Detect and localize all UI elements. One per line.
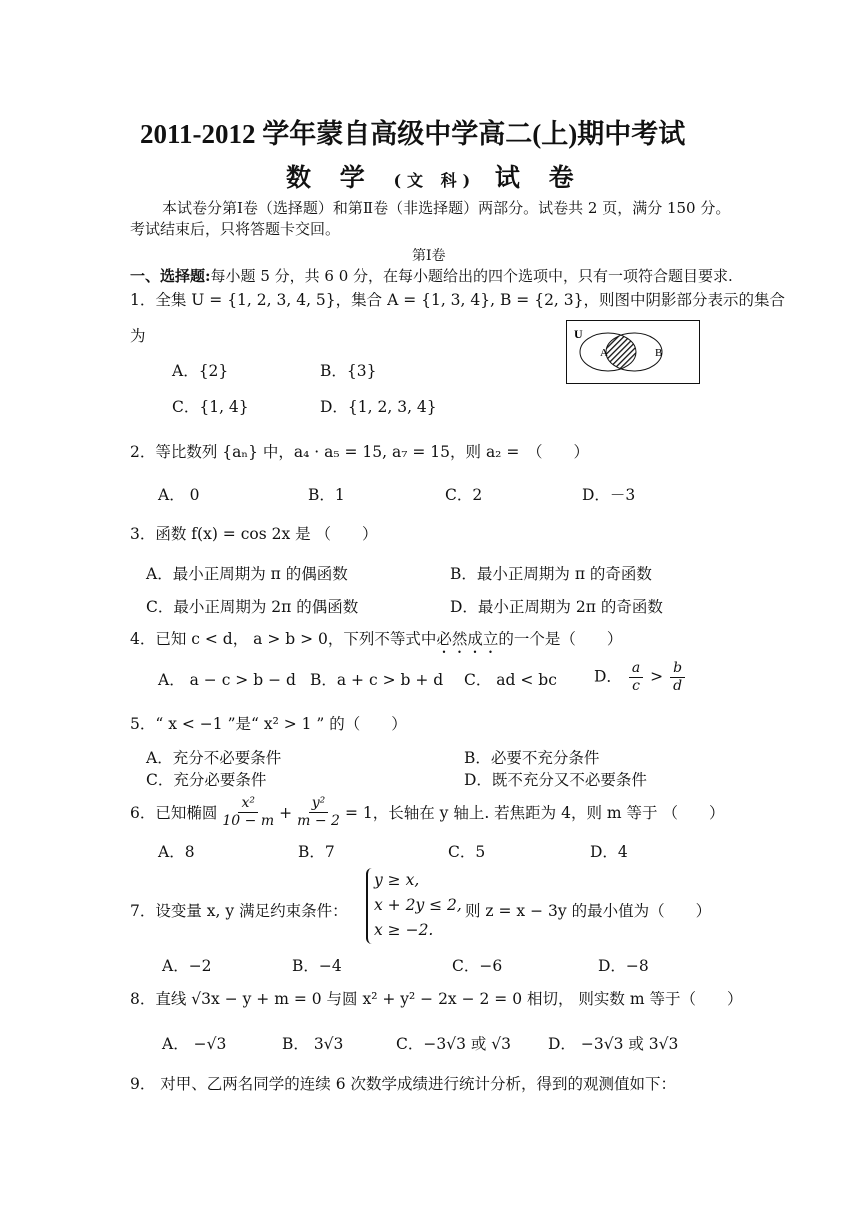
q4-stem-part-b: 的一个是（ ） (498, 630, 623, 648)
q6-fraction-2-den: m − 2 (297, 813, 340, 829)
q7-constraint-3: x ≥ −2. (374, 921, 434, 939)
q6-fraction-1 (219, 795, 277, 830)
q3-option-b: B．最小正周期为 π 的奇函数 (450, 565, 652, 583)
q7-stem-b: 则 z = x − 3y 的最小值为（ ） (465, 902, 712, 920)
q6-option-d: D．4 (590, 843, 628, 861)
q6-fraction-1-den: 10 − m (222, 813, 275, 829)
q1-stem-cont: 为 (130, 327, 146, 345)
q8-option-c: C．−3√3 或 √3 (396, 1035, 512, 1053)
q8-option-d: D． −3√3 或 3√3 (548, 1035, 679, 1053)
intro-line-1: 本试卷分第Ⅰ卷（选择题）和第Ⅱ卷（非选择题）两部分。试卷共 2 页，满分 150 分。 (162, 199, 731, 217)
q6-stem (130, 795, 724, 830)
q5-option-b: B．必要不充分条件 (464, 749, 600, 767)
q4-fraction-1-num: a (629, 660, 643, 678)
section-desc: 每小题 5 分，共 6 0 分，在每小题给出的四个选项中，只有一项符合题目要求. (210, 267, 733, 285)
q3-option-d: D．最小正周期为 2π 的奇函数 (450, 598, 663, 616)
q2-option-a: A． 0 (158, 486, 200, 504)
q3-option-c: C．最小正周期为 2π 的偶函数 (146, 598, 359, 616)
exam-title: 2011-2012 学年蒙自高级中学高二(上)期中考试 (140, 119, 686, 149)
venn-label-a: A (600, 347, 608, 359)
q2-option-d: D．－3 (582, 486, 636, 504)
part-heading: 第Ⅰ卷 (412, 248, 446, 264)
q4-option-d-gt: > (650, 667, 664, 686)
q1-option-d: D．{1, 2, 3, 4} (320, 398, 437, 416)
q1-option-a: A．{2} (172, 362, 229, 380)
q6-option-b: B．7 (298, 843, 335, 861)
q7-option-b: B．−4 (292, 957, 342, 975)
q7-constraint-1: y ≥ x, (374, 871, 420, 889)
q1-stem: 1．全集 U = {1, 2, 3, 4, 5}，集合 A = {1, 3, 4}, B = {2, 3}，则图中阴影部分表示的集合 (130, 291, 786, 309)
q7-constraints (374, 868, 462, 943)
q6-option-a: A．8 (158, 843, 195, 861)
q4-option-c: C． ad < bc (464, 671, 557, 689)
q6-fraction-1-num: x² (238, 795, 258, 813)
q8-stem: 8．直线 √3x − y + m = 0 与圆 x² + y² − 2x − 2 = 0 相切， 则实数 m 等于（ ） (130, 990, 743, 1008)
subtitle-subject: 数 学 (286, 163, 375, 192)
q1-option-b: B．{3} (320, 362, 377, 380)
q3-option-a: A．最小正周期为 π 的偶函数 (146, 565, 348, 583)
q2-option-c: C．2 (445, 486, 483, 504)
q4-stem (130, 628, 622, 657)
q6-fraction-2 (294, 795, 343, 830)
q6-stem-part-a: 6．已知椭圆 (130, 803, 218, 822)
q6-fraction-2-num: y² (309, 795, 329, 813)
subtitle-paper: 试 卷 (494, 163, 584, 192)
q5-option-d: D．既不充分又不必要条件 (464, 771, 647, 789)
q4-stem-part-a: 4．已知 c < d， a > b > 0，下列不等式中 (130, 630, 437, 648)
section-heading (130, 266, 733, 286)
q7-stem-a: 7．设变量 x, y 满足约束条件： (130, 902, 348, 920)
q5-option-c: C．充分必要条件 (146, 771, 267, 789)
subtitle-track: (文 科) (393, 171, 477, 190)
q4-stem-emphasis: 必然成立 (436, 630, 499, 648)
intro-line-2: 考试结束后，只将答题卡交回。 (130, 220, 341, 238)
q5-stem: 5．“ x < −1 ”是“ x² > 1 ” 的（ ） (130, 715, 407, 733)
q4-fraction-1-den: c (632, 678, 640, 694)
q4-fraction-1 (629, 660, 643, 695)
q2-stem: 2．等比数列 {aₙ} 中，a₄ · a₅ = 15, a₇ = 15，则 a₂ = (130, 443, 520, 461)
q4-option-a: A． a − c > b − d (158, 671, 296, 689)
venn-diagram (566, 320, 700, 384)
q3-stem: 3．函数 f(x) = cos 2x 是 （ ） (130, 525, 378, 543)
q4-option-d-label: D． (594, 667, 622, 686)
q7-option-c: C．−6 (452, 957, 503, 975)
q4-fraction-2-num: b (670, 660, 685, 678)
q6-option-c: C．5 (448, 843, 486, 861)
q2-option-b: B．1 (308, 486, 345, 504)
q4-fraction-2 (670, 660, 685, 695)
q2-paren: （ ） (527, 443, 590, 461)
q7-option-a: A．−2 (162, 957, 212, 975)
venn-label-b: B (655, 347, 663, 359)
q1-option-c: C．{1, 4} (172, 398, 249, 416)
exam-subtitle (286, 158, 584, 194)
q4-fraction-2-den: d (673, 678, 683, 694)
section-label: 一、选择题: (130, 267, 211, 285)
q9-stem: 9． 对甲、乙两名同学的连续 6 次数学成绩进行统计分析，得到的观测值如下： (130, 1075, 677, 1093)
q6-stem-part-b: = 1，长轴在 y 轴上. 若焦距为 4，则 m 等于 （ ） (344, 803, 725, 822)
q8-option-a: A． −√3 (162, 1035, 227, 1053)
venn-label-u: U (574, 327, 583, 341)
q8-option-b: B． 3√3 (282, 1035, 344, 1053)
q6-plus: + (279, 803, 293, 822)
q7-option-d: D．−8 (598, 957, 649, 975)
q5-option-a: A．充分不必要条件 (146, 749, 282, 767)
q4-option-d (594, 660, 687, 695)
q4-option-b: B．a + c > b + d (310, 671, 444, 689)
q7-constraint-2: x + 2y ≤ 2, (374, 896, 462, 914)
